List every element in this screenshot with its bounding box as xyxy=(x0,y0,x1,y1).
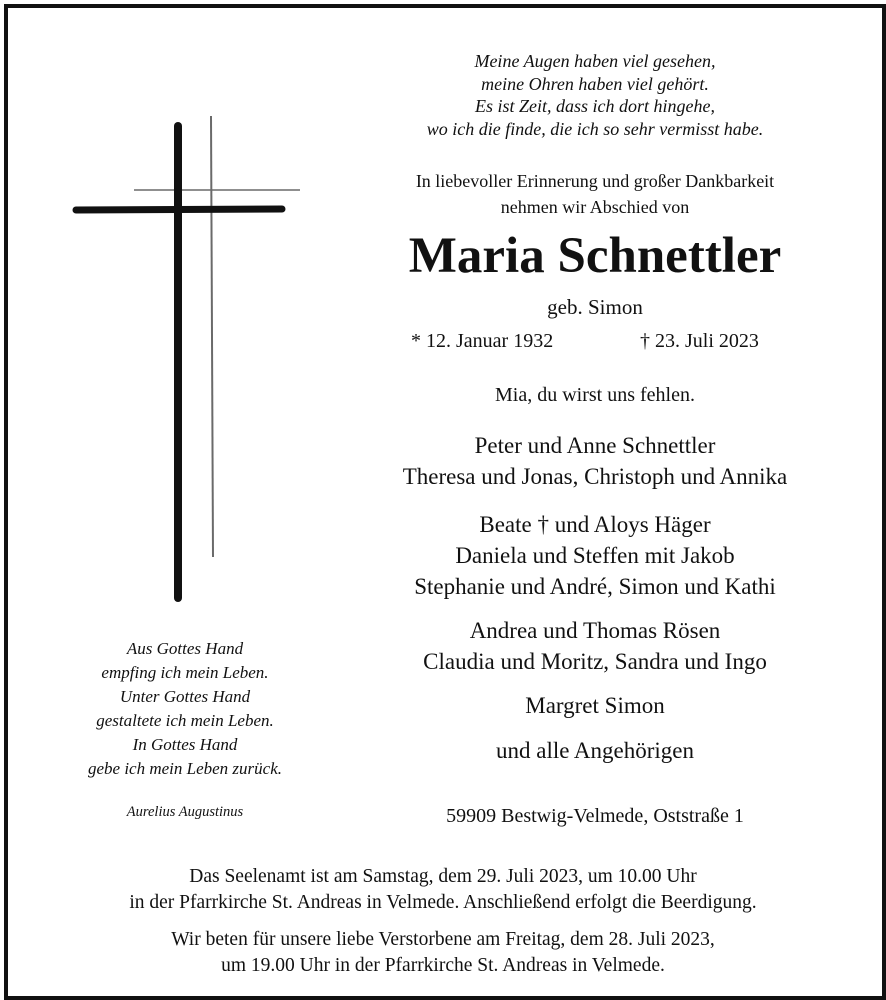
deceased-name: Maria Schnettler xyxy=(408,228,782,284)
family-group-4 xyxy=(350,690,840,721)
maiden-name: geb. Simon xyxy=(547,295,643,319)
poem-line: Meine Augen haben viel gesehen, xyxy=(474,51,716,71)
service-line: Wir beten für unsere liebe Verstorbene am Freitag, dem 28. Juli 2023, xyxy=(171,929,715,950)
family-line: Andrea und Thomas Rösen xyxy=(469,618,721,643)
intro-text xyxy=(380,168,810,220)
quote-line: gestaltete ich mein Leben. xyxy=(96,711,274,730)
address: 59909 Bestwig-Velmede, Oststraße 1 xyxy=(446,805,744,827)
family-line: Claudia und Moritz, Sandra und Ingo xyxy=(423,649,767,674)
service-paragraph-1 xyxy=(40,864,846,916)
service-line: Das Seelenamt ist am Samstag, dem 29. Juli 2023, um 10.00 Uhr xyxy=(189,866,697,887)
poem-line: Es ist Zeit, dass ich dort hingehe, xyxy=(475,96,715,116)
poem-line: wo ich die finde, die ich so sehr vermisst habe. xyxy=(426,118,764,139)
family-line: Theresa und Jonas, Christoph und Annika xyxy=(402,464,788,489)
death-date: † 23. Juli 2023 xyxy=(640,330,759,352)
service-line: in der Pfarrkirche St. Andreas in Velmede. Anschließend erfolgt die Beerdigung. xyxy=(129,892,757,913)
quote xyxy=(40,637,330,781)
family-group-3 xyxy=(350,615,840,677)
intro-line: In liebevoller Erinnerung und großer Dankbarkeit xyxy=(415,171,775,191)
family-line: Margret Simon xyxy=(525,693,665,718)
birth-date: * 12. Januar 1932 xyxy=(411,330,554,352)
intro-line: nehmen wir Abschied von xyxy=(500,197,690,217)
poem xyxy=(380,50,810,140)
family-line: Daniela und Steffen mit Jakob xyxy=(455,543,735,568)
quote-line: gebe ich mein Leben zurück. xyxy=(87,759,283,778)
family-line: Stephanie und André, Simon und Kathi xyxy=(414,574,776,599)
quote-line: empfing ich mein Leben. xyxy=(101,663,269,682)
quote-author: Aurelius Augustinus xyxy=(126,804,244,820)
quote-line: Aus Gottes Hand xyxy=(126,639,244,658)
family-group-2 xyxy=(350,509,840,602)
farewell-text: Mia, du wirst uns fehlen. xyxy=(495,384,695,406)
family-line: Beate † und Aloys Häger xyxy=(479,512,711,537)
family-line: Peter und Anne Schnettler xyxy=(474,433,716,458)
poem-line: meine Ohren haben viel gehört. xyxy=(481,73,709,94)
family-group-1 xyxy=(350,430,840,492)
quote-line: Unter Gottes Hand xyxy=(119,687,251,706)
cross-icon xyxy=(70,110,310,605)
quote-line: In Gottes Hand xyxy=(132,735,238,754)
family-line: und alle Angehörigen xyxy=(495,738,694,763)
service-paragraph-2 xyxy=(40,927,846,979)
service-line: um 19.00 Uhr in der Pfarrkirche St. Andreas in Velmede. xyxy=(221,955,665,976)
family-group-5 xyxy=(350,735,840,766)
